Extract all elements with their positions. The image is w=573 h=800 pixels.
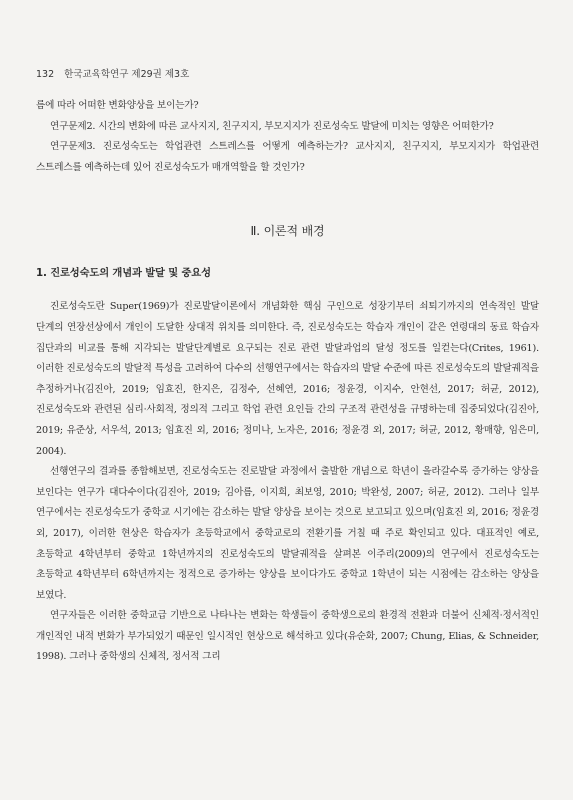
body-paragraph-3: 연구자들은 이러한 중학교급 기반으로 나타나는 변화는 학생들이 중학생으로의 환경적 전환과 더불어 신체적·정서적인 개인적인 내적 변화가 부가되었기 때문인 일시적인 현상으로 해석하고 있다(유순화, 2007; Chung, Elias, & Schneider, 1998). 그러나 중학생의 신체적, 정서적 그리 (36, 610, 539, 663)
research-question-2: 연구문제2. 시간의 변화에 따른 교사지지, 친구지지, 부모지지가 진로성숙도 발달에 미치는 영향은 어떠한가? (50, 120, 494, 132)
intro-paragraph-1: 름에 따라 어떠한 변화양상을 보이는가? (36, 100, 199, 111)
research-question-3: 연구문제3. 진로성숙도는 학업관련 스트레스를 어떻게 예측하는가? 교사지지, 친구지지, 부모지지가 학업관련 스트레스를 예측하는데 있어 진로성숙도가 매개역할을 할 것인가? (36, 141, 539, 173)
section-title: 1. 진로성숙도의 개념과 발달 및 중요성 (36, 267, 211, 280)
chapter-title: Ⅱ. 이론적 배경 (250, 224, 325, 239)
running-header (36, 66, 189, 80)
journal-title: 한국교육학연구 제29권 제3호 (64, 69, 190, 80)
body-paragraph-2: 선행연구의 결과를 종합해보면, 진로성숙도는 진로발달 과정에서 출발한 개념으로 학년이 올라갈수록 증가하는 양상을 보인다는 연구가 대다수이다(김진아, 2019; 김아름, 이지희, 최보영, 2010; 박완성, 2007; 허균, 2012). 그러나 일부 연구에서는 진로성숙도가 중학교 시기에는 감소하는 발달 양상을 보이는 것으로 보고되고 있으며(임효진 외, 2016; 정윤경 외, 2017), 이러한 현상은 학습자가 초등학교에서 중학교로의 전환기를 거칠 때 주로 확인되고 있다. 대표적인 예로, 초등학교 4학년부터 중학교 1학년까지의 진로성숙도의 발달궤적을 살펴본 이주리(2009)의 연구에서 진로성숙도는 초등학교 4학년부터 6학년까지는 정적으로 증가하는 양상을 보이다가도 중학교 1학년이 되는 시점에는 감소하는 양상을 보였다. (36, 466, 539, 601)
page-number: 132 (36, 69, 55, 80)
page-body (36, 96, 539, 668)
body-paragraph-1: 진로성숙도란 Super(1969)가 진로발달이론에서 개념화한 핵심 구인으로 성장기부터 쇠퇴기까지의 연속적인 발달 단계의 연장선상에서 개인이 도달한 상대적 위치를 의미한다. 즉, 진로성숙도는 학습자 개인이 같은 연령대의 동료 학습자 집단과의 비교를 통해 지각되는 발달단계별로 요구되는 진로 관련 발달과업의 달성 정도를 일컫는다(Crites, 1961). 이러한 진로성숙도의 발달적 특성을 고려하여 다수의 선행연구에서는 학습자의 발달 수준에 따른 진로성숙도의 발달궤적을 추정하거나(김진아, 2019; 임효진, 한지은, 김정수, 선혜연, 2016; 정윤경, 이지수, 안현선, 2017; 허균, 2012), 진로성숙도와 관련된 심리·사회적, 정의적 그리고 학업 관련 요인들 간의 구조적 관련성을 규명하는데 집중되었다(김진아, 2019; 유준상, 서우석, 2013; 임효진 외, 2016; 정미나, 노자은, 2016; 정윤경 외, 2017; 허균, 2012, 황매향, 임은미, 2004). (36, 301, 539, 457)
